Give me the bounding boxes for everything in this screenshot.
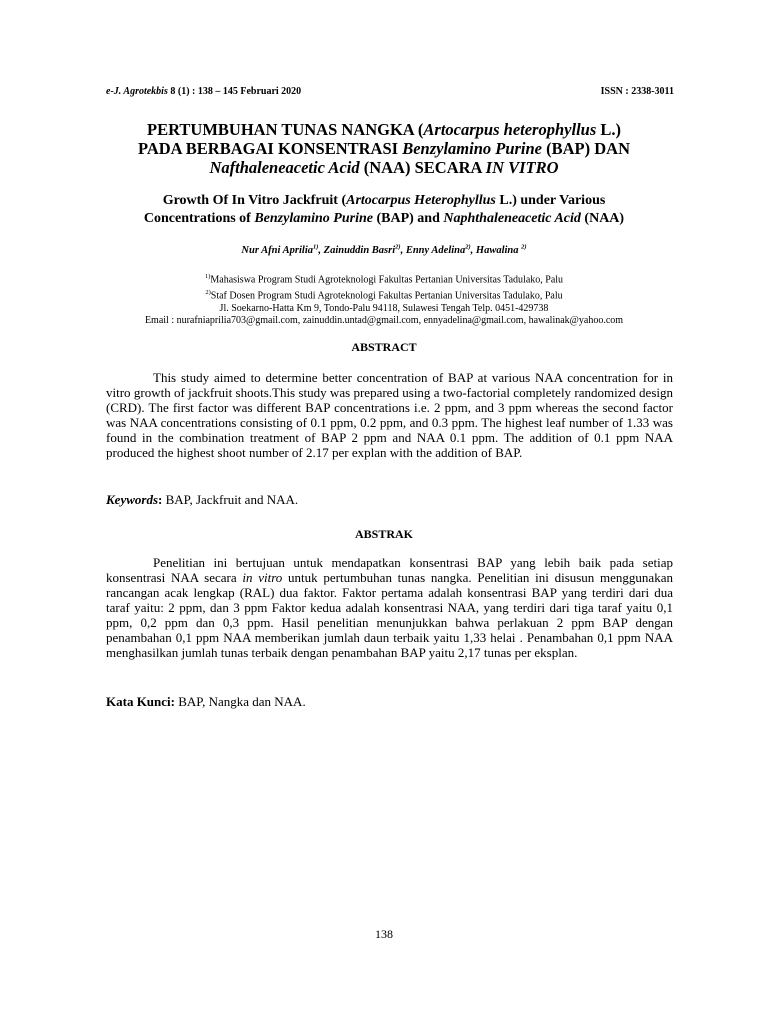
affiliation-2: $^{2)}$Staf Dosen Program Studi Agroteknologi Fakultas Pertanian Universitas Tadulako, Palu [205, 288, 563, 302]
abstrak-text: Penelitian ini bertujuan untuk mendapatkan konsentrasi BAP yang lebih baik pada setiap konsentrasi NAA secara in vitro untuk pertumbuhan tunas nangka. Penelitian ini disusun menggunakan rancangan acak lengkap (RAL) dua faktor. Faktor pertama adalah konsentrasi BAP yang terdiri dari dua taraf yaitu: 2 ppm, dan 3 ppm Faktor kedua adalah konsentrasi NAA, yang terdiri dari tiga taraf yaitu 0,1 ppm, 0,2 ppm dan 0,3 ppm. Hasil penelitian menunjukkan bahwa perlakuan 2 ppm BAP dengan penambahan 0,1 ppm NAA memberikan jumlah daun terbaik yaitu 1,33 helai . Penambahan 0,1 ppm NAA menghasilkan jumlah tunas terbaik dengan penambahan BAP yaitu 2,17 tunas per eksplan. [106, 555, 673, 660]
keywords-value: BAP, Jackfruit and NAA. [162, 492, 299, 507]
paper-title: PERTUMBUHAN TUNAS NANGKA (Artocarpus heterophyllus L.) PADA BERBAGAI KONSENTRASI Benzylamino Purine (BAP) DAN Nafthaleneacetic Acid (NAA) SECARA IN VITRO [137, 120, 631, 177]
journal-name: e-J. Agrotekbis [106, 86, 168, 97]
keywords-label: Keywords [106, 492, 158, 507]
affiliations [60, 271, 708, 328]
affiliation-1: $^{1)}$Mahasiswa Program Studi Agroteknologi Fakultas Pertanian Universitas Tadulako, Palu [204, 273, 564, 286]
author: Zainuddin Basri$^{2)}$, [323, 243, 406, 256]
author: Nur Afni Aprilia$^{1)}$, [241, 243, 324, 256]
abstrak-heading: ABSTRAK [354, 527, 413, 541]
address: Jl. Soekarno-Hatta Km 9, Tondo-Palu 94118, Sulawesi Tengah Telp. 0451-429738 [219, 302, 549, 314]
abstract-heading: ABSTRACT [351, 340, 417, 354]
page-number: 138 [375, 927, 393, 941]
issn: ISSN : 2338-3011 [600, 86, 674, 97]
kata-kunci [106, 694, 306, 710]
author: Hawalina $^{2)}$ [475, 243, 527, 256]
email-line: Email : nurafniaprilia703@gmail.com, zainuddin.untad@gmail.com, ennyadelina@gmail.com, hawalinak@yahoo.com [144, 315, 624, 327]
journal-issue: 8 (1) : 138 – 145 Februari 2020 [170, 86, 302, 97]
abstract-text: This study aimed to determine better concentration of BAP at various NAA concentration for in vitro growth of jackfruit shoots.This study was prepared using a two-factorial completely randomized design (CRD). The first factor was different BAP concentrations i.e. 2 ppm, and 3 ppm whereas the second factor was NAA concentrations consisting of 0.1 ppm, 0.2 ppm, and 0.3 ppm. The highest leaf number of 1.33 was found in the combination treatment of BAP 2 ppm and NAA 0.1 ppm. The addition of 0.1 ppm NAA produced the highest shoot number of 2.17 per explan with the addition of BAP. [106, 370, 673, 460]
author-list [0, 243, 768, 256]
english-title: Growth Of In Vitro Jackfruit (Artocarpus Heterophyllus L.) under Various Concentrations of Benzylamino Purine (BAP) and Naphthaleneacetic Acid (NAA) [143, 193, 625, 226]
kata-kunci-label: Kata Kunci: [106, 694, 175, 709]
kata-kunci-value: BAP, Nangka dan NAA. [174, 694, 306, 709]
author: Enny Adelina$^{2)}$, [405, 243, 476, 256]
running-header [106, 86, 674, 97]
keywords: Keywords: BAP, Jackfruit and NAA. [106, 492, 299, 507]
